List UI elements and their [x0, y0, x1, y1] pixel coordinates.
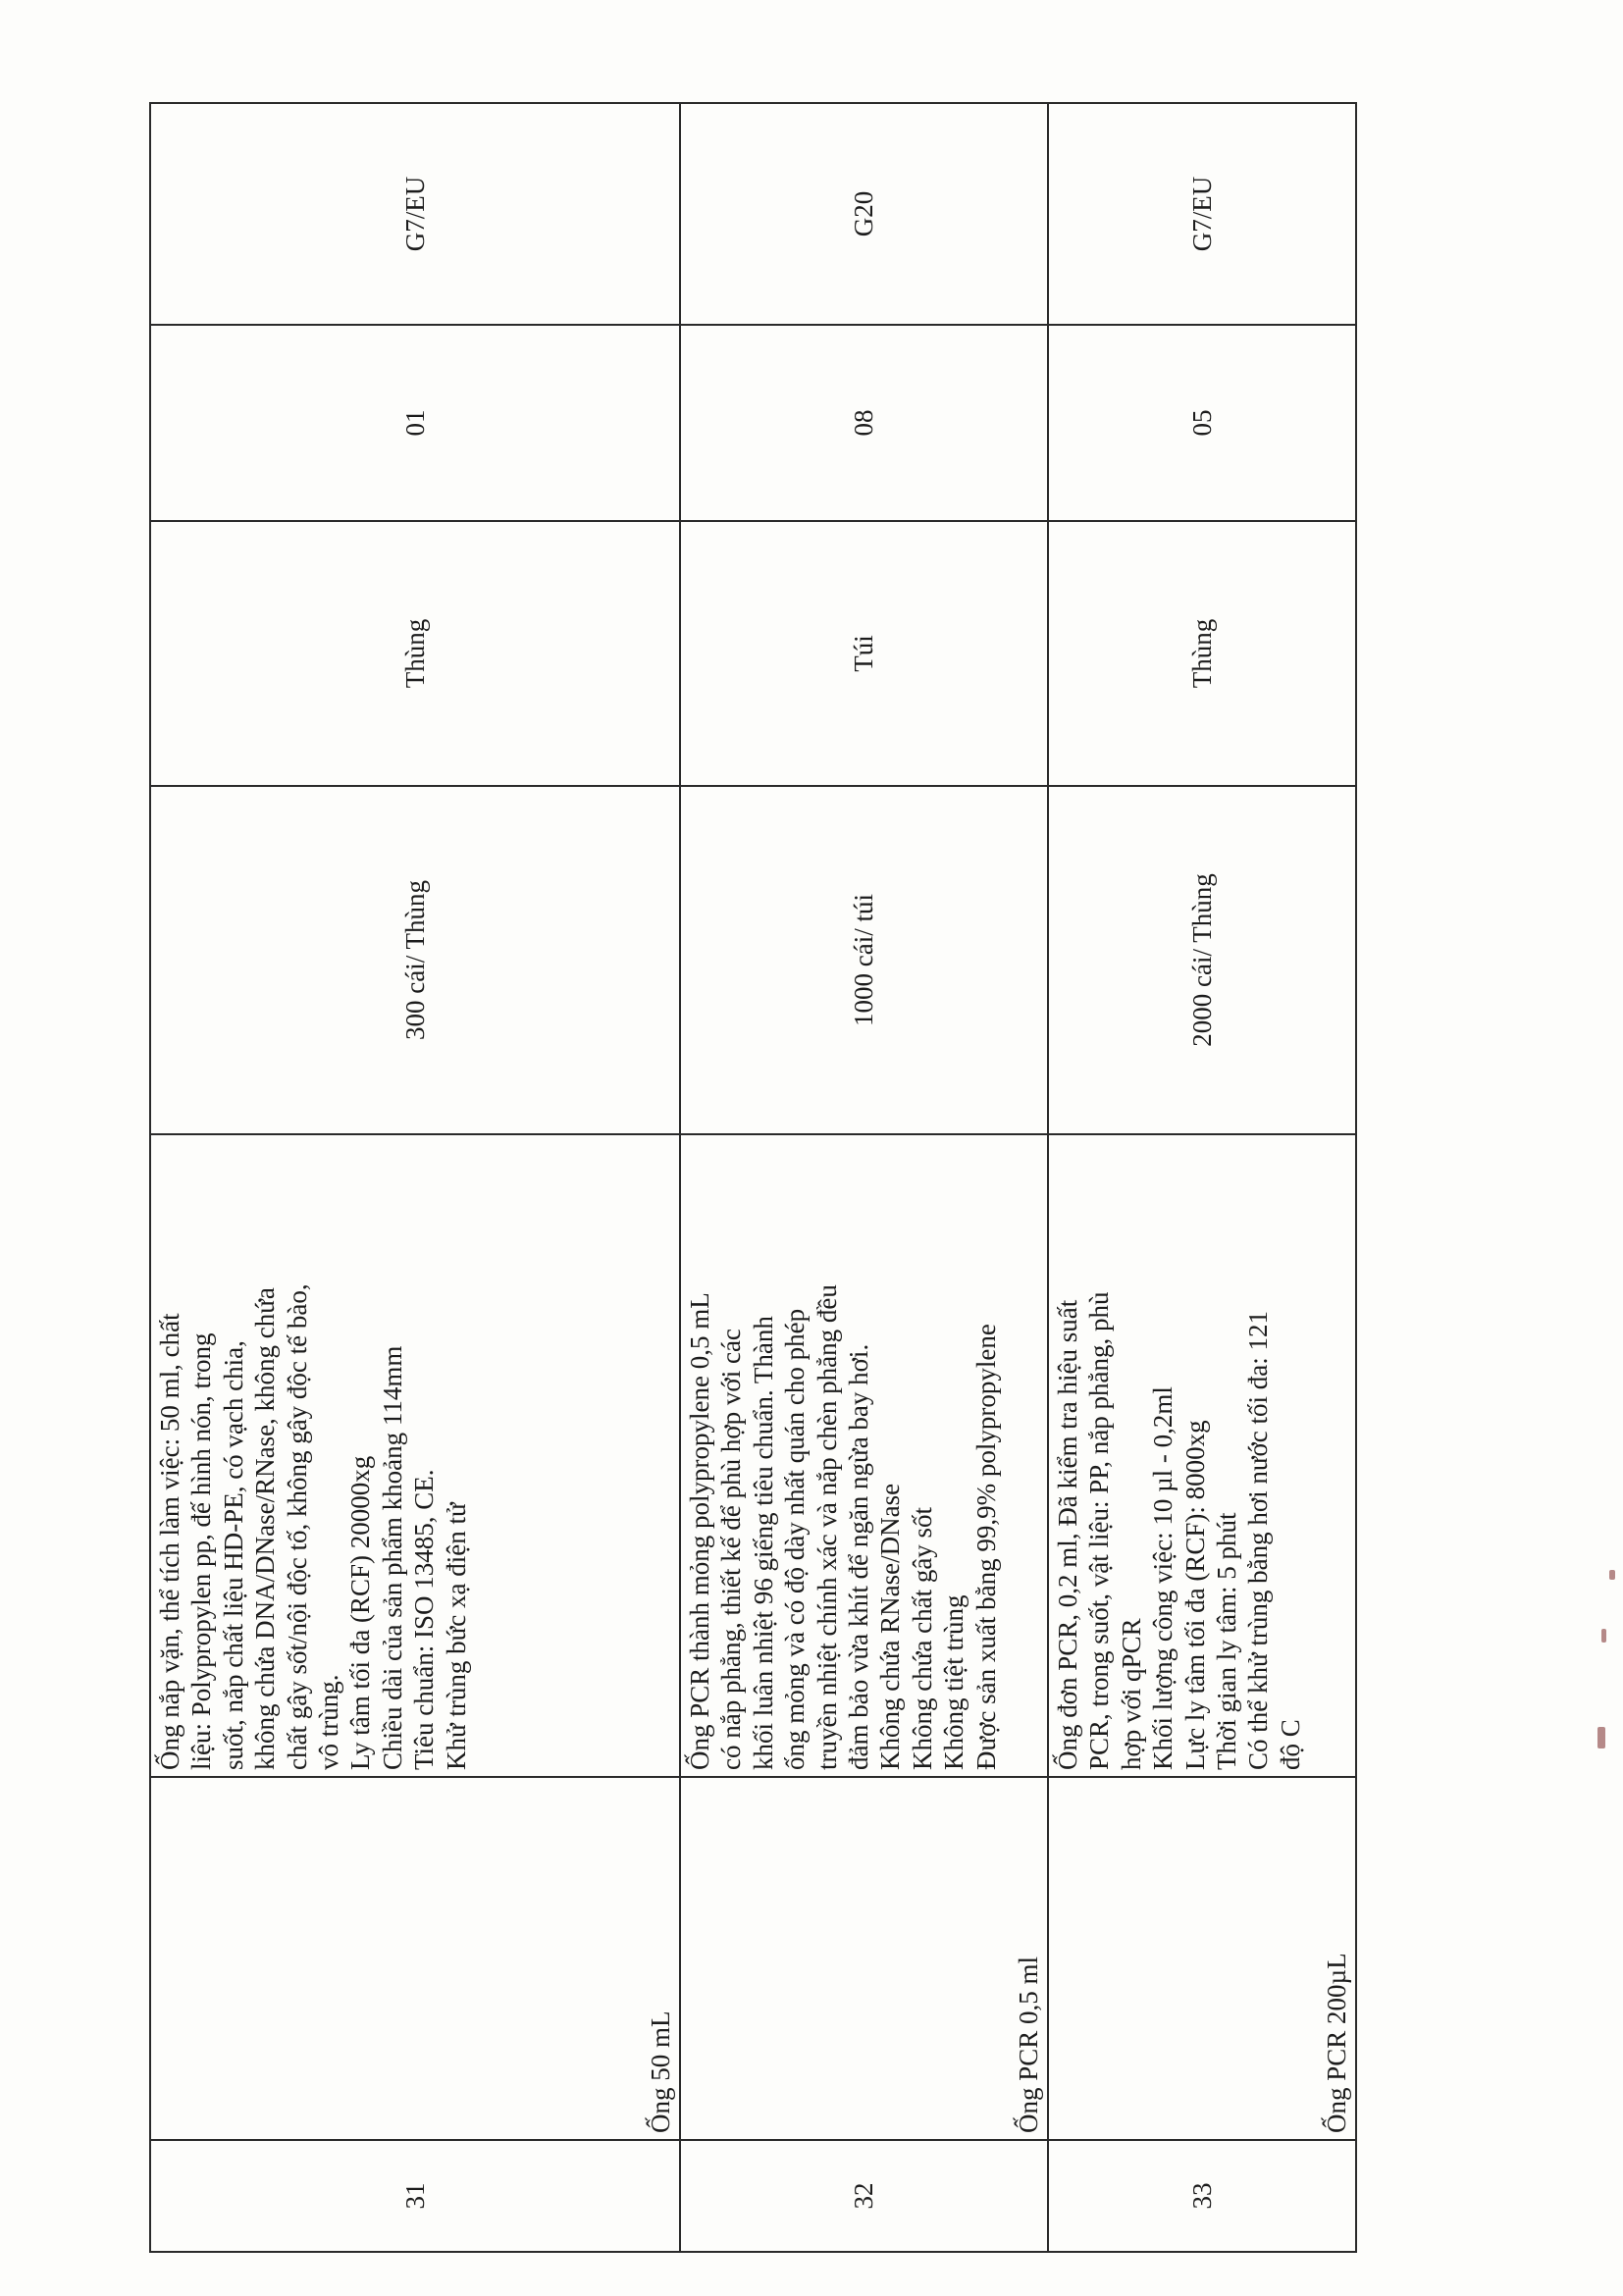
scan-mark: [1601, 1629, 1606, 1643]
spec-line: có nắp phẳng, thiết kế để phù hợp với các: [716, 1329, 747, 1770]
table-row: [150, 103, 680, 2252]
quantity: 05: [1048, 325, 1356, 521]
spec-line: Có thể khử trùng bằng hơi nước tối đa: 121: [1243, 1310, 1274, 1770]
spec-line: độ C: [1275, 1719, 1305, 1770]
table-body: [150, 103, 1356, 2252]
origin: G7/EU: [150, 103, 680, 325]
spec-line: hợp với qPCR: [1116, 1618, 1146, 1770]
spec-line: liệu: Polypropylen pp, đế hình nón, trong: [186, 1332, 217, 1770]
spec-line: suốt, nắp chất liệu HD-PE, có vạch chia,: [218, 1340, 248, 1770]
spec-line: Tiêu chuẩn: ISO 13485, CE.: [409, 1469, 440, 1770]
product-name: Ống PCR 200µL: [1048, 1777, 1356, 2140]
spec-line: Không tiệt trùng: [939, 1594, 969, 1770]
spec-line: Thời gian ly tâm: 5 phút: [1211, 1512, 1241, 1770]
row-number: 33: [1048, 2140, 1356, 2252]
scan-mark: [1597, 1727, 1605, 1748]
spec-line: PCR, trong suốt, vật liệu: PP, nắp phẳng, phù: [1084, 1291, 1115, 1770]
spec-line: Ly tâm tối đa (RCF) 20000xg: [345, 1455, 376, 1770]
spec-line: Chiều dài của sản phẩm khoảng 114mm: [377, 1345, 407, 1770]
spec-line: vô trùng.: [313, 1674, 343, 1770]
unit: Túi: [680, 521, 1048, 786]
origin: G7/EU: [1048, 103, 1356, 325]
product-spec-table: [149, 102, 1357, 2253]
spec-line: Không chứa chất gây sốt: [907, 1506, 937, 1770]
spec-line: khối luân nhiệt 96 giếng tiêu chuẩn. Thành: [748, 1316, 778, 1770]
spec-line: Khử trùng bức xạ điện tử: [441, 1502, 471, 1770]
scan-mark: [1609, 1570, 1615, 1580]
row-number: 32: [680, 2140, 1048, 2252]
spec-line: truyền nhiệt chính xác và nắp chèn phẳng đều: [812, 1284, 842, 1770]
spec-line: Khối lượng công việc: 10 µl - 0,2ml: [1148, 1386, 1178, 1770]
table-row: [680, 103, 1048, 2252]
origin: G20: [680, 103, 1048, 325]
spec-line: không chứa DNA/DNase/RNase, không chứa: [250, 1287, 281, 1770]
quantity: 08: [680, 325, 1048, 521]
spec-line: chất gây sốt/nội độc tố, không gây độc tế bào,: [282, 1283, 312, 1770]
spec-line: Ống PCR thành mỏng polypropylene 0,5 mL: [685, 1292, 714, 1770]
product-name: Ống PCR 0,5 ml: [680, 1777, 1048, 2140]
spec-line: Lực ly tâm tối đa (RCF): 8000xg: [1179, 1420, 1210, 1770]
product-specification: [1048, 1134, 1356, 1777]
spec-line: Được sản xuất bằng 99,9% polypropylene: [970, 1324, 1001, 1770]
product-specification: [150, 1134, 680, 1777]
packing-spec: 1000 cái/ túi: [680, 786, 1048, 1134]
table-row: [1048, 103, 1356, 2252]
packing-spec: 300 cái/ Thùng: [150, 786, 680, 1134]
product-specification: [680, 1134, 1048, 1777]
spec-line: đảm bảo vừa khít để ngăn ngừa bay hơi.: [843, 1343, 873, 1770]
quantity: 01: [150, 325, 680, 521]
product-name: Ống 50 mL: [150, 1777, 680, 2140]
spec-line: Không chứa RNase/DNase: [875, 1483, 906, 1770]
spec-line: ống mỏng và có độ dày nhất quán cho phép: [780, 1308, 811, 1770]
spec-line: Ống đơn PCR, 0,2 ml, Đã kiểm tra hiệu suất: [1053, 1299, 1082, 1770]
packing-spec: 2000 cái/ Thùng: [1048, 786, 1356, 1134]
unit: Thùng: [1048, 521, 1356, 786]
row-number: 31: [150, 2140, 680, 2252]
spec-line: Ống nắp vặn, thể tích làm việc: 50 ml, chất: [155, 1313, 184, 1770]
unit: Thùng: [150, 521, 680, 786]
